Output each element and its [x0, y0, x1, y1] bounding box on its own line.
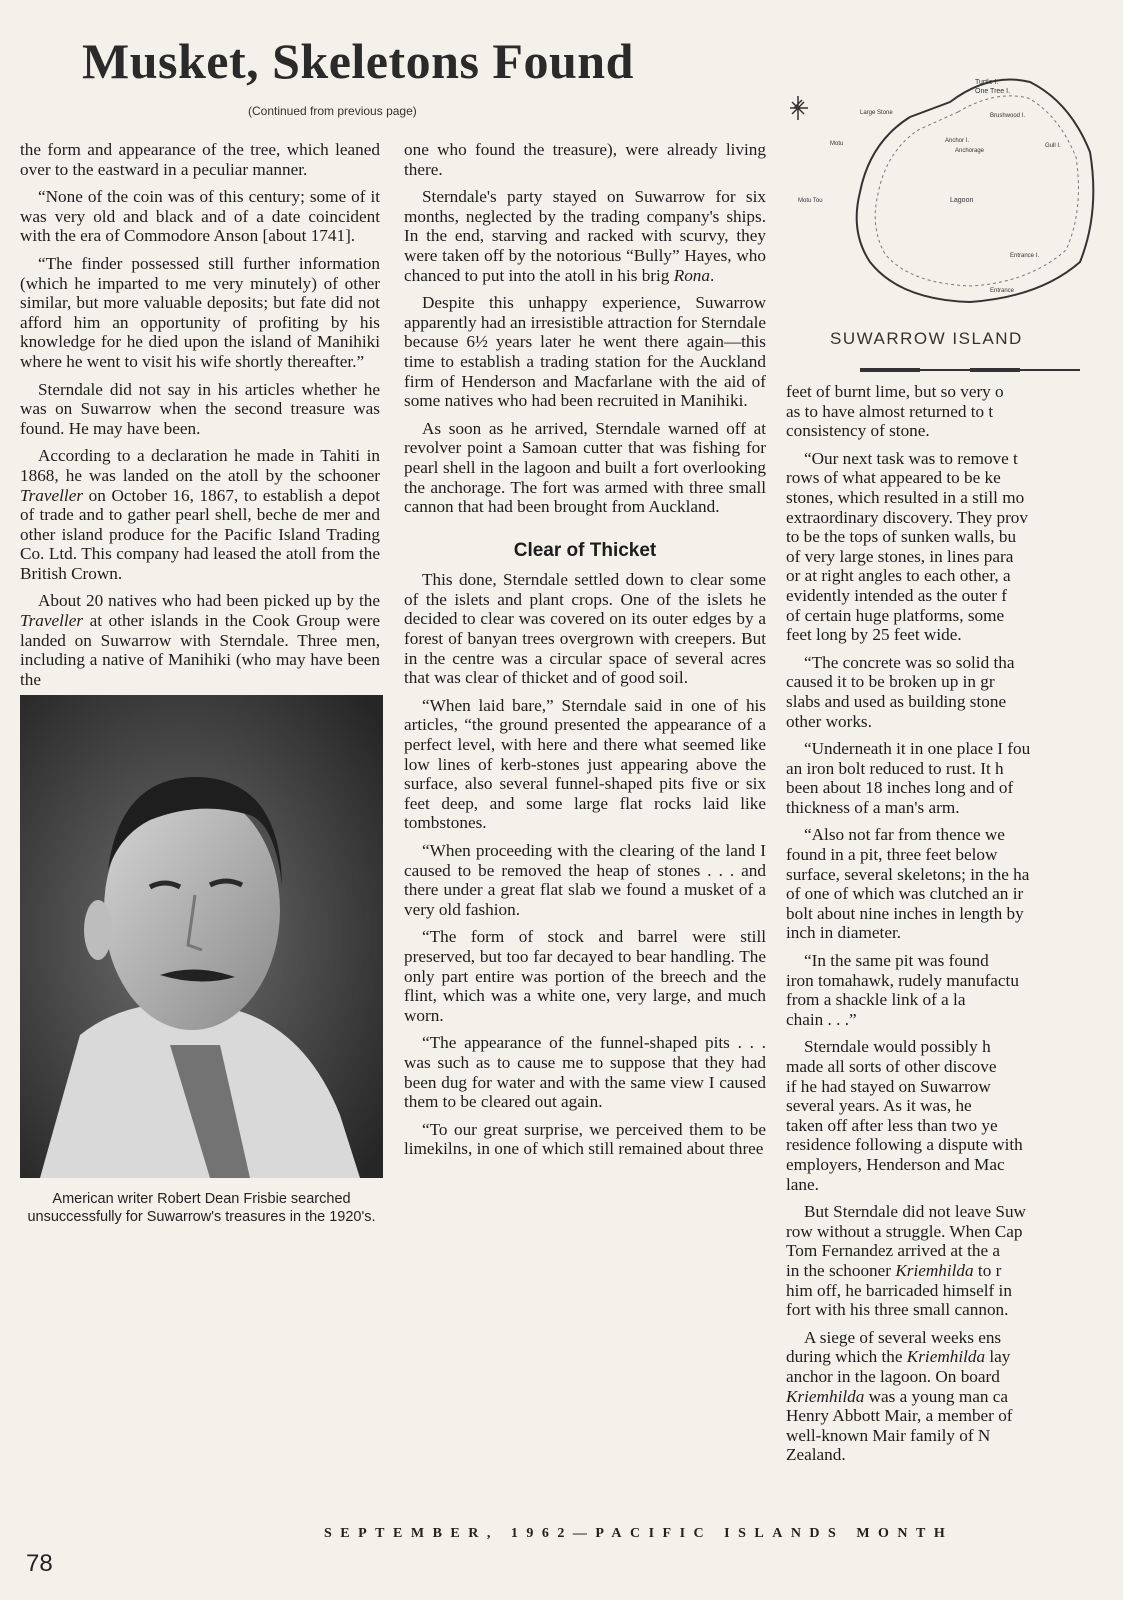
- line: stones, which resulted in a still mo: [786, 487, 1025, 507]
- text-run: in the schooner: [786, 1260, 892, 1280]
- paragraph: “To our great surprise, we perceived them to be limekilns, in one of which still remained about three: [404, 1119, 766, 1159]
- line: Zealand.: [786, 1445, 846, 1465]
- paragraph: As soon as he arrived, Sterndale warned off at revolver point a Samoan cutter that was fishing for pearl shell in the lagoon and built a fort overlooking the anchorage. The fort was armed with three small cannon that had been brought from Auckland.: [404, 418, 766, 517]
- running-footer: SEPTEMBER, 1962—PACIFIC ISLANDS MONTH: [324, 1526, 954, 1541]
- map-label: Anchor I.: [945, 138, 970, 144]
- paragraph: “The form of stock and barrel were still preserved, but too far decayed to bear handling. The only part entire was portion of the breech and the flint, which was a white one, very large, and much worn.: [404, 927, 766, 1025]
- column-1: [20, 140, 380, 697]
- island-map: [790, 42, 1116, 382]
- paragraph: Sterndale's party stayed on Suwarrow for six months, neglected by the trading company's ships. In the end, starving and racked with scurvy, they were taken off by the notorious “Bully” Hayes, who chanced to put into the atoll in his brig Rona.: [404, 187, 766, 285]
- line: found in a pit, three feet below: [786, 845, 998, 865]
- line: of certain huge platforms, some: [786, 605, 1005, 625]
- paragraph: “The finder possessed still further information (which he imparted to me very minutely) of other similar, but more valuable deposits; but fate did not afford him an opportunity of profiting by his knowledge for he died upon the island of Manihiki where he went to visit his wife shortly thereafter.”: [20, 253, 380, 371]
- line: consistency of stone.: [786, 421, 930, 441]
- line: several years. As it was, he: [786, 1096, 972, 1116]
- line: Henry Abbott Mair, a member of: [786, 1406, 1013, 1426]
- map-label: Lagoon: [950, 197, 974, 204]
- paragraph: “The appearance of the funnel-shaped pits . . . was such as to cause me to suppose that they had been dug for water and with the same view I caused them to be cleared out again.: [404, 1033, 766, 1112]
- paragraph: “None of the coin was of this century; some of it was very old and black and of a date coincident with the era of Commodore Anson [about 1741].: [20, 187, 380, 246]
- line: Tom Fernandez arrived at the a: [786, 1241, 1001, 1261]
- paragraph: the form and appearance of the tree, which leaned over to the eastward in a peculiar manner.: [20, 140, 380, 179]
- text-run: About 20 natives who had been picked up by the: [38, 591, 380, 611]
- line: chain . . .”: [786, 1009, 857, 1029]
- continued-note: (Continued from previous page): [248, 104, 417, 118]
- line: of one of which was clutched an ir: [786, 884, 1024, 904]
- paragraph: This done, Sterndale settled down to clear some of the islets and plant crops. One of the islets he decided to clear was covered on its outer edges by a forest of banyan trees overgrown with creepers. But in the centre was a circular space of several acres that was clear of thicket and of good soil.: [404, 570, 766, 688]
- text-run: According to a declaration he made in Tahiti in 1868, he was landed on the atoll by the schooner: [20, 446, 380, 485]
- map-label: Turtle I.: [975, 79, 999, 86]
- line: been about 18 inches long and of: [786, 778, 1014, 798]
- paragraph: [786, 1037, 1122, 1194]
- ship-name: Kriemhilda: [906, 1347, 986, 1367]
- line: iron tomahawk, rudely manufactu: [786, 970, 1019, 990]
- line: [786, 1347, 1010, 1366]
- line: “Also not far from thence we: [804, 825, 1005, 845]
- line: extraordinary discovery. They prov: [786, 507, 1028, 527]
- line: him off, he barricaded himself in: [786, 1280, 1012, 1300]
- line: or at right angles to each other, a: [786, 566, 1011, 586]
- text-run: Sterndale's party stayed on Suwarrow for six months, neglected by the trading company's ships. In the end, starving and racked with scurvy, they were taken off by the notorious “Bully” Hayes, who chanced to put into the atoll in his brig: [404, 187, 766, 285]
- line: [786, 1387, 1008, 1406]
- line: row without a struggle. When Cap: [786, 1221, 1023, 1241]
- map-label: Motu Tou: [798, 198, 823, 204]
- line: rows of what appeared to be ke: [786, 468, 1001, 488]
- map-illustration: [790, 42, 1116, 382]
- line: residence following a dispute with: [786, 1135, 1023, 1155]
- line: other works.: [786, 711, 872, 731]
- ship-name: Kriemhilda: [895, 1260, 974, 1280]
- section-heading: Clear of Thicket: [513, 539, 657, 561]
- line: an iron bolt reduced to rust. It h: [786, 758, 1004, 778]
- line: inch in diameter.: [786, 923, 902, 943]
- text-run: lay: [989, 1347, 1011, 1367]
- line: feet long by 25 feet wide.: [786, 625, 962, 645]
- line: surface, several skeletons; in the ha: [786, 864, 1030, 884]
- line: But Sterndale did not leave Suw: [804, 1202, 1026, 1222]
- map-label: Motu: [830, 141, 844, 147]
- line: “Underneath it in one place I fou: [804, 739, 1031, 759]
- paragraph: [20, 591, 380, 689]
- page-number: 78: [26, 1550, 53, 1577]
- text-run: on October 16, 1867, to establish a depot of trade and to gather pearl shell, beche de mer and other island produce for the Pacific Island Trading Co. Ltd. This company had leased the atoll from the British Crown.: [20, 485, 381, 583]
- line: made all sorts of other discove: [786, 1057, 997, 1076]
- line: of very large stones, in lines para: [786, 546, 1014, 566]
- paragraph: [786, 653, 1122, 731]
- line: slabs and used as building stone: [786, 691, 1007, 711]
- line: to be the tops of sunken walls, bu: [786, 527, 1017, 547]
- article-title: Musket, Skeletons Found: [82, 33, 634, 89]
- line: [786, 1261, 1001, 1280]
- line: “The concrete was so solid tha: [804, 652, 1015, 672]
- paragraph: [786, 1202, 1122, 1320]
- line: caused it to be broken up in gr: [786, 672, 995, 692]
- line: taken off after less than two ye: [786, 1115, 998, 1135]
- paragraph: [786, 1328, 1122, 1465]
- map-label: Entrance: [990, 288, 1015, 294]
- paragraph: [786, 382, 1122, 441]
- paragraph: [786, 825, 1122, 943]
- text-run: at other islands in the Cook Group were landed on Suwarrow with Sterndale. Three men, including a native of Manihiki (who may have been the: [20, 611, 380, 689]
- paragraph: [786, 951, 1122, 1029]
- map-title: SUWARROW ISLAND: [830, 329, 1023, 348]
- photo-caption: American writer Robert Dean Frisbie searched unsuccessfully for Suwarrow's treasures in the 1920's.: [27, 1191, 376, 1225]
- paragraph: one who found the treasure), were already living there.: [404, 140, 766, 179]
- paragraph: [786, 739, 1122, 817]
- line: Sterndale would possibly h: [804, 1037, 991, 1057]
- portrait-illustration: [20, 695, 383, 1178]
- ship-name: Traveller: [20, 485, 84, 505]
- line: fort with his three small cannon.: [786, 1300, 1009, 1320]
- paragraph: “When proceeding with the clearing of the land I caused to be removed the heap of stones . . . and there under a great flat slab we found a musket of a very old fashion.: [404, 841, 766, 919]
- text-run: was a young man ca: [868, 1386, 1008, 1406]
- ship-name: Kriemhilda: [786, 1386, 865, 1406]
- line: A siege of several weeks ens: [804, 1327, 1002, 1347]
- line: employers, Henderson and Mac: [786, 1154, 1005, 1174]
- line: “In the same pit was found: [804, 951, 989, 971]
- map-label: Anchorage: [955, 148, 985, 154]
- line: thickness of a man's arm.: [786, 797, 960, 817]
- paragraph: Despite this unhappy experience, Suwarrow apparently had an irresistible attraction for Sterndale because 6½ years later he went there again—this time to establish a trading station for the Auckland firm of Henderson and Macfarlane with the aid of some natives who had been recruited in Manihiki.: [404, 293, 766, 411]
- map-label: Gull I.: [1045, 143, 1061, 149]
- line: feet of burnt lime, but so very o: [786, 382, 1004, 401]
- column-3: [786, 382, 1122, 1473]
- line: from a shackle link of a la: [786, 990, 966, 1010]
- line: lane.: [786, 1174, 819, 1194]
- paragraph: “When laid bare,” Sterndale said in one of his articles, “the ground presented the appearance of a perfect level, with here and there what seemed like low lines of kerb-stones just appearing above the surface, also several funnel-shaped pits five or six feet deep, and some large flat rocks laid like tombstones.: [404, 695, 766, 833]
- line: “Our next task was to remove t: [804, 448, 1018, 468]
- line: bolt about nine inches in length by: [786, 903, 1024, 923]
- line: well-known Mair family of N: [786, 1425, 991, 1445]
- paragraph: Sterndale did not say in his articles whether he was on Suwarrow when the second treasure was found. He may have been.: [20, 379, 380, 438]
- portrait-photo: [20, 695, 383, 1178]
- line: as to have almost returned to t: [786, 401, 994, 421]
- column-2: [404, 140, 766, 1167]
- ship-name: Traveller: [20, 611, 84, 631]
- map-label: Brushwood I.: [990, 113, 1026, 119]
- paragraph: [20, 446, 380, 583]
- map-label: One Tree I.: [975, 88, 1011, 95]
- line: anchor in the lagoon. On board: [786, 1366, 1000, 1386]
- line: evidently intended as the outer f: [786, 585, 1007, 605]
- ship-name: Rona: [673, 265, 710, 285]
- text-run: to r: [977, 1260, 1002, 1280]
- line: if he had stayed on Suwarrow: [786, 1076, 991, 1096]
- paragraph: [786, 449, 1122, 645]
- map-label: Entrance I.: [1010, 253, 1040, 259]
- map-label: Large Stone: [860, 110, 893, 116]
- text-run: during which the: [786, 1347, 903, 1367]
